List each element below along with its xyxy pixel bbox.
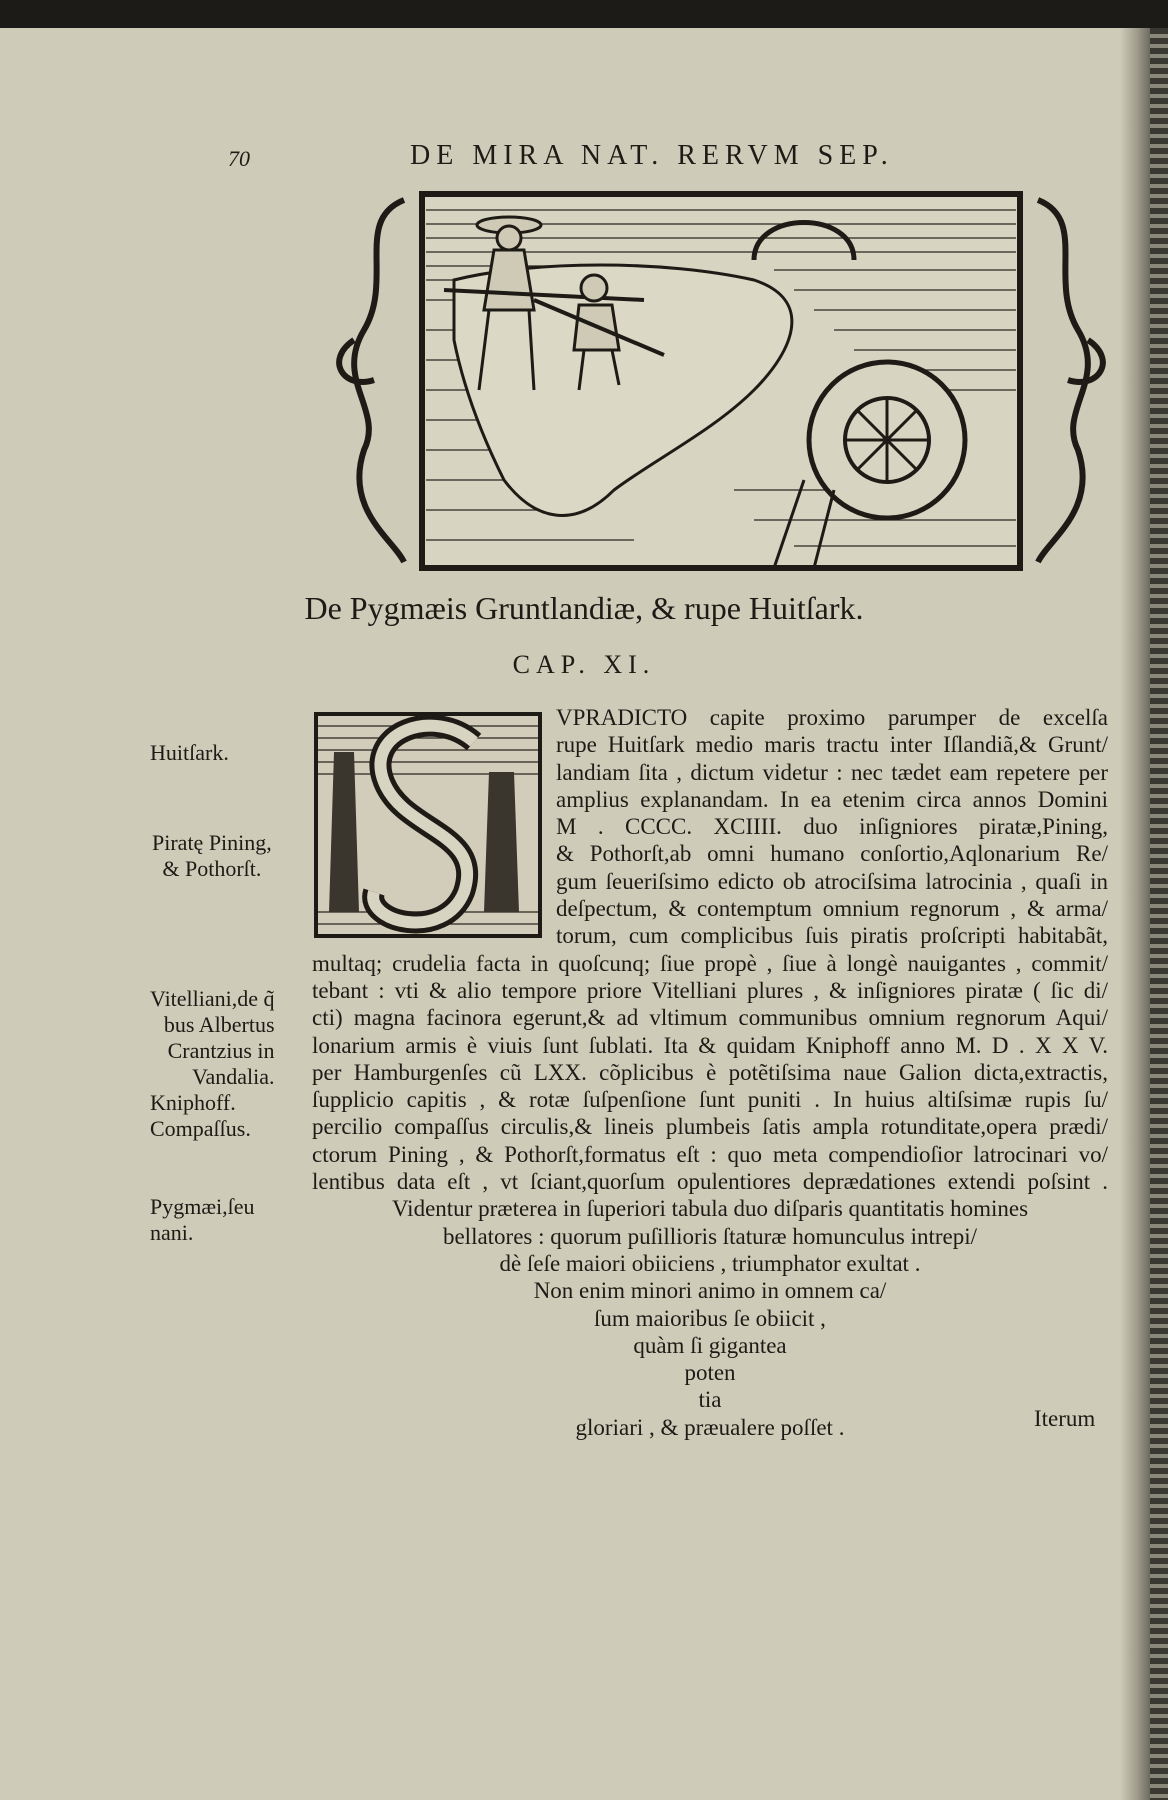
margin-note: Piratę Pining, & Pothorſt. — [152, 830, 272, 881]
text-line: ctorum Pining , & Pothorſt,formatus eſt : quo meta compendioſior latrocinari vo/ — [312, 1141, 1108, 1167]
text-line: landiam ſita , dictum videtur : nec tædet eam repetere per — [556, 759, 1108, 785]
next-page-edge — [1150, 28, 1168, 1800]
chapter-number: CAP. XI. — [512, 650, 656, 679]
chapter-caption: De Pygmæis Gruntlandiæ, & rupe Huitſark. — [304, 590, 864, 626]
woodcut-illustration — [334, 190, 1108, 572]
margin-note: Kniphoff. Compaſſus. — [150, 1090, 251, 1141]
text-line: tia — [698, 1387, 722, 1413]
text-line: dè ſeſe maiori obiiciens , triumphator exultat . — [499, 1250, 921, 1276]
text-line: gloriari , & præualere poſſet . — [575, 1414, 845, 1440]
text-line: deſpectum, & contemptum omnium regnorum , & arma/ — [556, 896, 1108, 922]
text-line: ſupplicio capitis , & rotæ ſuſpenſione ſunt puniti . In huius altiſsimæ rupis ſu/ — [312, 1087, 1108, 1113]
ornamental-frame-right — [1038, 200, 1103, 562]
text-line: Non enim minori animo in omnem ca/ — [533, 1278, 887, 1304]
catchword: Iterum — [1034, 1406, 1096, 1431]
text-line: & Pothorſt,ab omni humano conſortio,Aqlonarium Re/ — [556, 841, 1108, 867]
text-line: per Hamburgenſes cũ LXX. cõplicibus è potẽtiſsima naue Galion dicta,extractis, — [312, 1059, 1108, 1085]
margin-note: Pygmæi,ſeu nani. — [150, 1194, 255, 1245]
text-line: VPRADICTO capite proximo parumper de excelſa — [556, 705, 1108, 730]
text-line: percilio compaſſus circulis,& lineis plumbeis ſatis ampla rotunditate,opera prædi/ — [312, 1114, 1108, 1140]
page-number: 70 — [228, 146, 250, 171]
text-line: torum, cum complicibus ſuis piratis proſcripti habitabãt, — [556, 923, 1108, 949]
text-line: M . CCCC. XCIIII. duo inſigniores piratæ,Pining, — [556, 814, 1108, 840]
text-line: lonarium armis è viuis ſunt ſublati. Ita & quidam Kniphoff anno M. D . X X V. — [312, 1032, 1108, 1058]
text-line: multaq; crudelia facta in quoſcunq; ſiue propè , ſiue à longè nauigantes , commit/ — [312, 950, 1108, 976]
margin-note: Vitelliani,de q̃ bus Albertus Crantzius in Vandalia. — [150, 986, 275, 1089]
text-line: tebant : vti & alio tempore priore Vitelliani plures , & inſigniores piratæ ( ſic di/ — [312, 977, 1108, 1003]
running-head: DE MIRA NAT. RERVM SEP. — [410, 140, 894, 171]
margin-note: Huitſark. — [150, 740, 229, 765]
text-line: ſum maioribus ſe obiicit , — [594, 1305, 826, 1331]
text-line: cti) magna facinora egerunt,& ad vltimum communibus omnium regnorum Aqui/ — [312, 1005, 1108, 1031]
text-line: poten — [684, 1360, 736, 1386]
ornamental-frame-left — [339, 200, 404, 562]
text-line: quàm ſi gigantea — [633, 1332, 787, 1358]
text-line: lentibus data eſt , vt ſciant,quorſum opulentiores deprædationes extendi poſsint . — [312, 1169, 1108, 1195]
text-line: rupe Huitſark medio maris tractu inter Iſlandiã,& Grunt/ — [556, 732, 1108, 758]
text-line: bellatores : quorum puſillioris ſtaturæ homunculus intrepi/ — [442, 1223, 978, 1249]
body-text — [312, 704, 1108, 1441]
text-line: gum ſeueriſsimo edicto ob atrociſsima latrocinia , quaſi in — [556, 868, 1108, 894]
text-line: Videntur præterea in ſuperiori tabula duo diſparis quantitatis homines — [391, 1196, 1029, 1222]
text-line: amplius explanandam. In ea etenim circa annos Domini — [556, 786, 1108, 812]
page-gutter-shadow — [1120, 28, 1150, 1800]
